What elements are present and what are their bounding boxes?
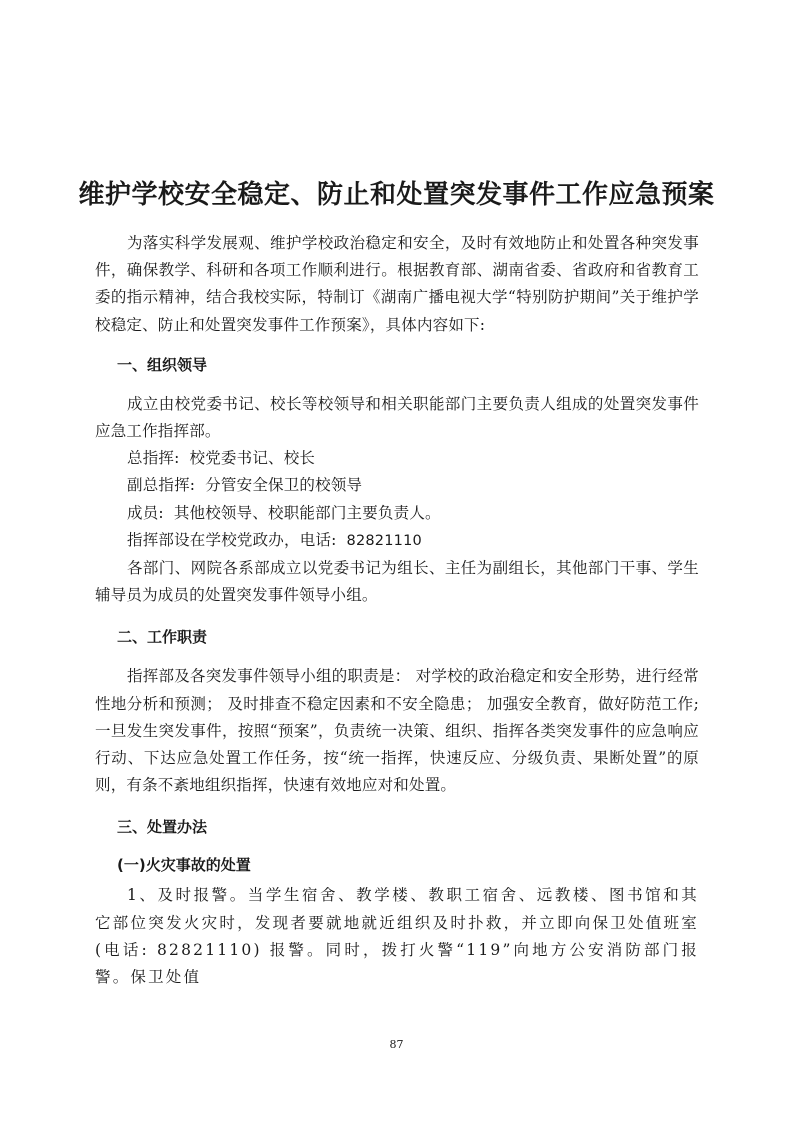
commander-value: 校党委书记、校长 <box>189 449 316 468</box>
responsibilities-paragraph: 指挥部及各突发事件领导小组的职责是： 对学校的政治稳定和安全形势，进行经常性地分析和预测； 及时排查不稳定因素和不安全隐患； 加强安全教育，做好防范工作;一旦发生突发事件，按照“预案”，负责统一决策、组织、指挥各类突发事件的应急响应行动、下达应急处置工作任务，按“统一指挥，快速反应、分级负责、果断处置”的原则，有条不紊地组织指挥，快速有效地应对和处置。 <box>95 667 699 795</box>
groups-paragraph: 各部门、网院各系部成立以党委书记为组长、主任为副组长，其他部门干事、学生辅导员为成员的处置突发事件领导小组。 <box>95 559 699 605</box>
office-line <box>95 527 699 555</box>
section-heading-responsibilities: 二、工作职责 <box>117 628 208 647</box>
organization-paragraph: 成立由校党委书记、校长等校领导和相关职能部门主要负责人组成的处置突发事件应急工作指挥部。 <box>95 394 699 441</box>
intro-paragraph: 为落实科学发展观、维护学校政治稳定和安全，及时有效地防止和处置各种突发事件，确保教学、科研和各项工作顺利进行。根据教育部、湖南省委、省政府和省教育工委的指示精神，结合我校实际，特制订《湖南广播电视大学“特别防护期间”关于维护学校稳定、防止和处置突发事件工作预案》，具体内容如下: <box>95 234 699 334</box>
section-heading-organization: 一、组织领导 <box>117 355 208 374</box>
commander-line <box>95 445 699 472</box>
members-label: 成员: <box>127 503 164 522</box>
deputy-commander-line <box>95 472 699 499</box>
members-line <box>95 500 699 527</box>
commander-label: 总指挥: <box>127 449 180 468</box>
page-number: 87 <box>389 1038 404 1051</box>
deputy-commander-value: 分管安全保卫的校领导 <box>205 476 363 495</box>
members-value: 其他校领导、校职能部门主要负责人。 <box>173 503 441 522</box>
document-body <box>95 230 699 991</box>
office-phone: 82821110 <box>346 532 422 549</box>
document-title: 维护学校安全稳定、防止和处置突发事件工作应急预案 <box>78 180 715 211</box>
section-heading-procedures: 三、处置办法 <box>117 818 208 837</box>
deputy-commander-label: 副总指挥: <box>127 476 196 495</box>
office-label: 指挥部设在学校党政办，电话: <box>127 530 337 549</box>
subsection-heading-fire: (一)火灾事故的处置 <box>117 856 251 875</box>
fire-procedure-paragraph: 1、及时报警。当学生宿舍、教学楼、教职工宿舍、远教楼、图书馆和其它部位突发火灾时，发现者要就地就近组织及时扑救，并立即向保卫处值班室(电话: 82821110) 报警。同时，拨打火警“119”向地方公安消防部门报警。保卫处值 <box>95 886 699 987</box>
